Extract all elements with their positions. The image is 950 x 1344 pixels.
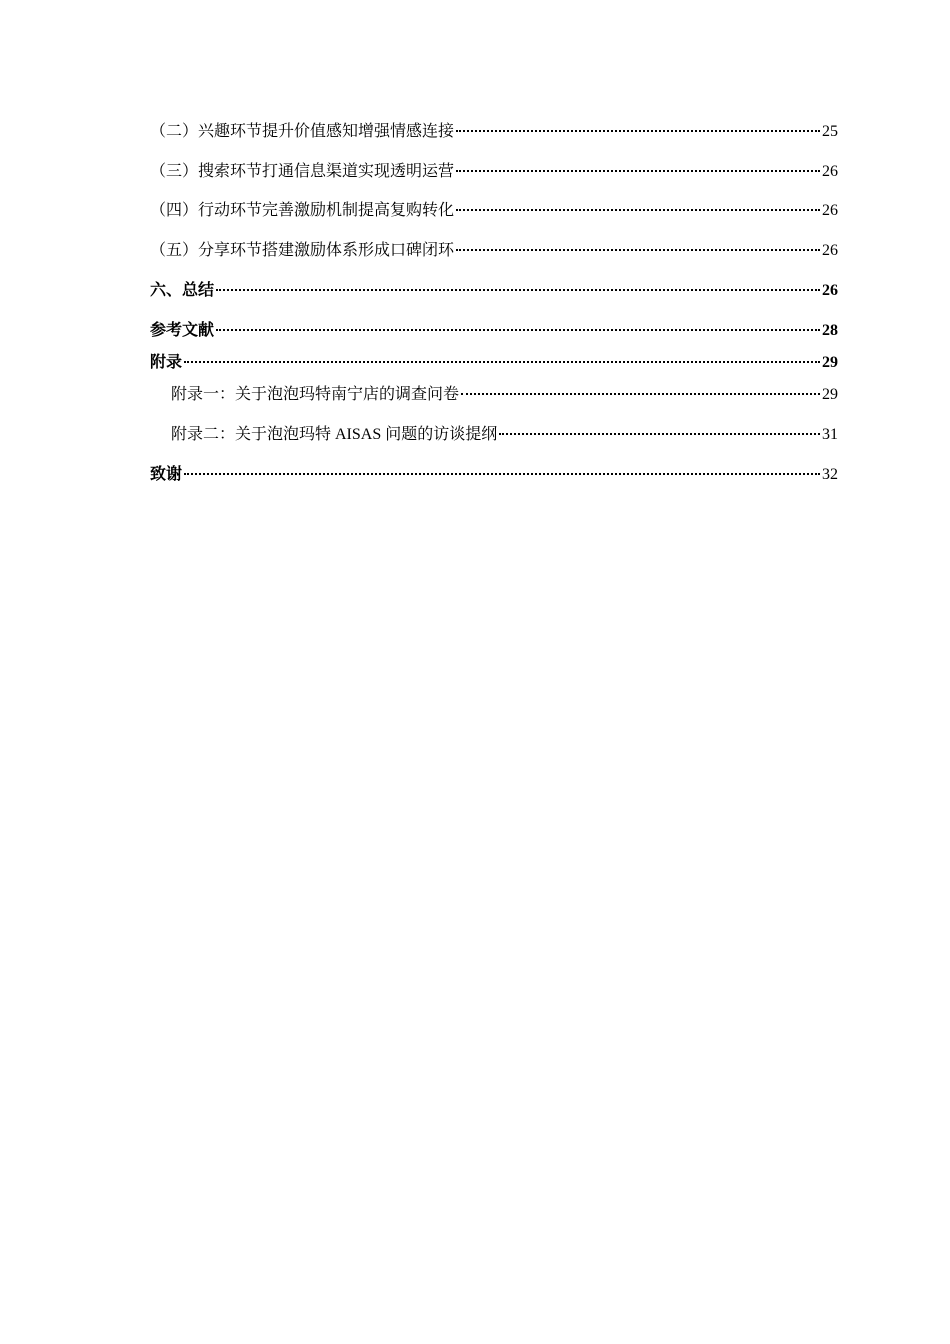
dot-leader	[456, 130, 820, 132]
dot-leader	[184, 361, 820, 363]
toc-entry-page: 26	[822, 202, 838, 219]
toc-entry[interactable]	[150, 465, 838, 485]
toc-entry-page: 31	[822, 426, 838, 443]
toc-entry[interactable]	[150, 281, 838, 301]
toc-entry-label: 六、总结	[150, 282, 215, 299]
dot-leader	[216, 289, 820, 291]
dot-leader	[216, 329, 820, 331]
dot-leader	[184, 473, 820, 475]
toc-entry-label: 附录	[150, 354, 183, 371]
dot-leader	[461, 393, 820, 395]
toc-entry-label: （五）分享环节搭建激励体系形成口碑闭环	[150, 242, 455, 259]
toc-entry[interactable]	[150, 162, 838, 182]
toc-entry-page: 25	[822, 123, 838, 140]
toc-entry-page: 28	[822, 322, 838, 339]
toc-entry[interactable]	[150, 201, 838, 221]
toc-entry[interactable]	[150, 385, 838, 405]
toc-entry-label: 参考文献	[150, 322, 215, 339]
toc-entry[interactable]	[150, 321, 838, 341]
toc-entry[interactable]	[150, 425, 838, 445]
toc-entry[interactable]	[150, 353, 838, 373]
toc-entry-page: 26	[822, 242, 838, 259]
dot-leader	[456, 249, 820, 251]
toc-entry-label: 附录二：关于泡泡玛特 AISAS 问题的访谈提纲	[171, 426, 498, 443]
dot-leader	[456, 170, 820, 172]
toc-entry-page: 29	[822, 354, 838, 371]
toc-entry[interactable]	[150, 241, 838, 261]
toc-entry-page: 32	[822, 466, 838, 483]
toc-entry-label: （二）兴趣环节提升价值感知增强情感连接	[150, 123, 455, 140]
toc-entry-label: （四）行动环节完善激励机制提高复购转化	[150, 202, 455, 219]
dot-leader	[499, 433, 820, 435]
toc-entry-label: （三）搜索环节打通信息渠道实现透明运营	[150, 163, 455, 180]
toc-entry-page: 26	[822, 282, 838, 299]
toc-entry-page: 26	[822, 163, 838, 180]
toc-entry-label: 附录一：关于泡泡玛特南宁店的调查问卷	[171, 386, 460, 403]
toc-entry[interactable]	[150, 122, 838, 142]
toc-entry-page: 29	[822, 386, 838, 403]
dot-leader	[456, 209, 820, 211]
toc-entry-label: 致谢	[150, 466, 183, 483]
